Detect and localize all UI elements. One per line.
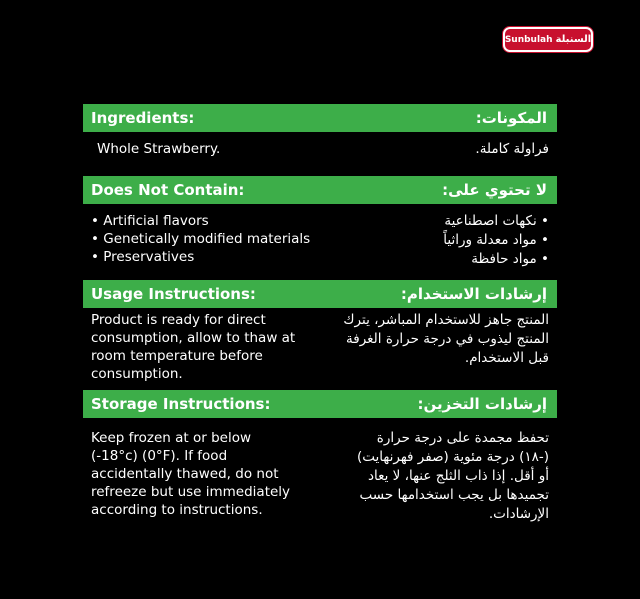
does-not-contain-list-ar (334, 212, 549, 269)
list-item: • مواد حافظة (334, 250, 549, 269)
storage-header-bar (83, 390, 557, 418)
ingredients-section (83, 104, 557, 158)
storage-section (83, 390, 557, 524)
logo-text-ar: السنبلة (555, 34, 592, 45)
ingredients-text-ar: فراولة كاملة. (475, 141, 549, 157)
list-item: • Artificial flavors (91, 212, 326, 230)
list-item: • Preservatives (91, 248, 326, 266)
usage-title-en: Usage Instructions: (91, 285, 256, 303)
list-item: • نكهات اصطناعية (334, 212, 549, 231)
does-not-contain-title-ar: لا تحتوي على: (442, 181, 547, 199)
ingredients-body (83, 132, 557, 158)
does-not-contain-header-bar (83, 176, 557, 204)
does-not-contain-body (83, 204, 557, 269)
does-not-contain-list-en (91, 212, 326, 266)
storage-text-ar: تحفظ مجمدة على درجة حرارة (-١٨) درجة مئوية (صفر فهرنهايت) أو أقل. إذا ذاب الثلج عنها، لا يعاد تجميدها بل يجب استخدامها حسب الإرشادات. (357, 430, 549, 522)
storage-body (83, 418, 557, 524)
storage-text-en: Keep frozen at or below (-18°c) (0°F). If food accidentally thawed, do not refreeze but use immediately according to instructions. (91, 430, 291, 518)
usage-body (83, 308, 557, 383)
usage-section (83, 280, 557, 383)
storage-title-ar: إرشادات التخزين: (417, 395, 547, 413)
ingredients-title-ar: المكونات: (475, 109, 547, 127)
usage-text-ar: المنتج جاهز للاستخدام المباشر، يترك المنتج ليذوب في درجة حرارة الغرفة قبل الاستخدام. (343, 312, 549, 366)
does-not-contain-title-en: Does Not Contain: (91, 181, 245, 199)
usage-text-en: Product is ready for direct consumption, allow to thaw at room temperature before consumption. (91, 312, 296, 382)
ingredients-header-bar (83, 104, 557, 132)
ingredients-text-en: Whole Strawberry. (97, 141, 221, 157)
logo-text-en: Sunbulah (504, 34, 553, 45)
list-item: • Genetically modified materials (91, 230, 326, 248)
list-item: • مواد معدلة وراثياً (334, 231, 549, 250)
does-not-contain-section (83, 176, 557, 269)
ingredients-title-en: Ingredients: (91, 109, 195, 127)
sunbulah-logo (503, 27, 593, 52)
storage-title-en: Storage Instructions: (91, 395, 271, 413)
usage-title-ar: إرشادات الاستخدام: (400, 285, 547, 303)
usage-header-bar (83, 280, 557, 308)
